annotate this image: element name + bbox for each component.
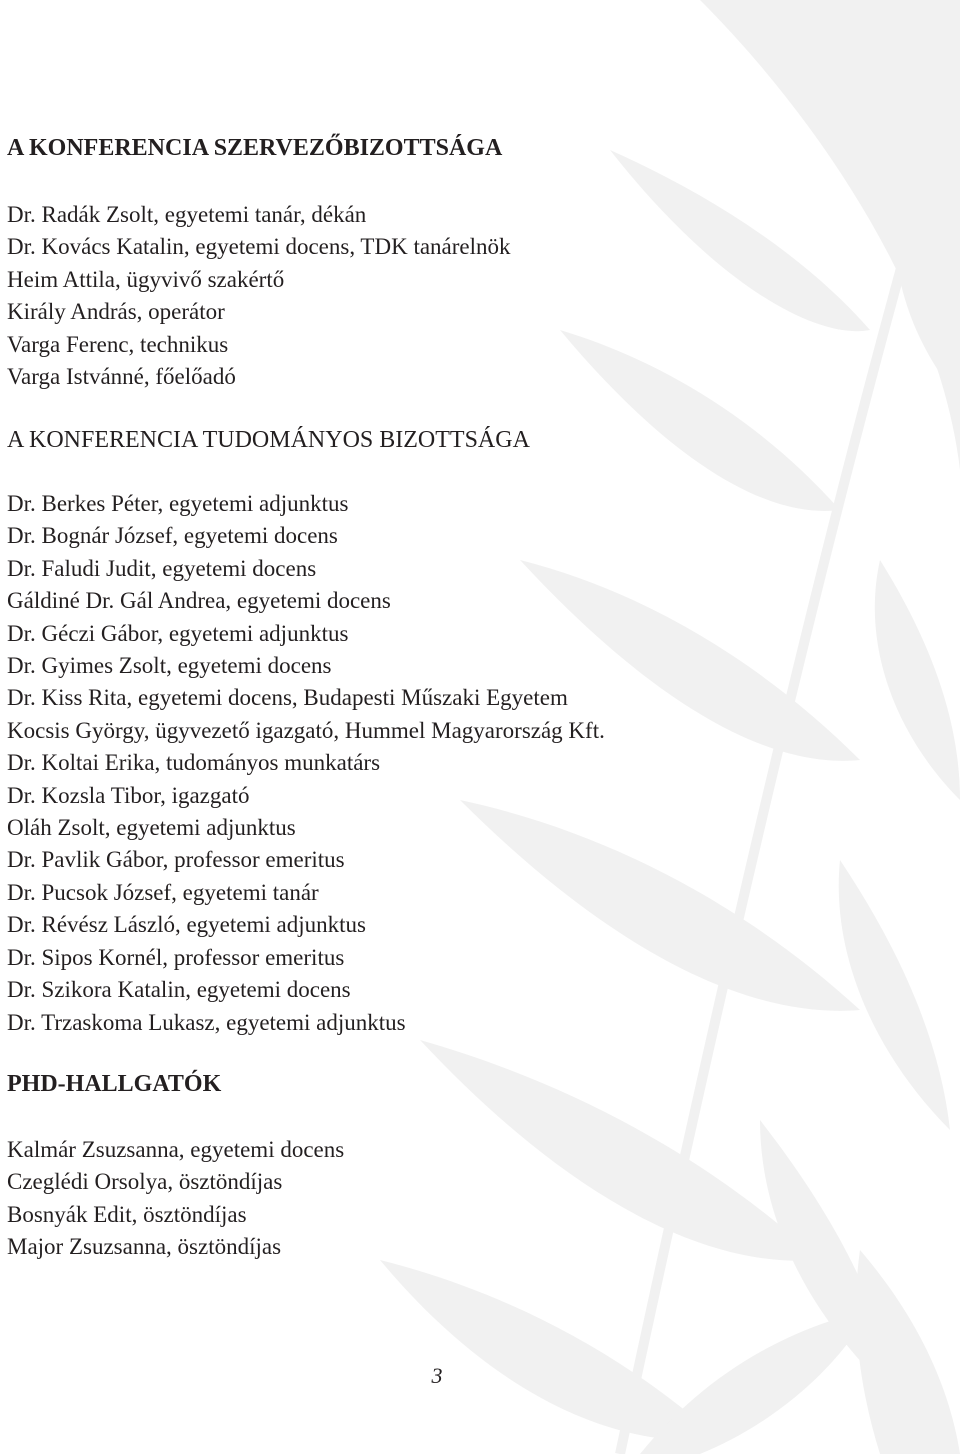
- list-item: Dr. Pavlik Gábor, professor emeritus: [7, 847, 345, 873]
- list-item: Oláh Zsolt, egyetemi adjunktus: [7, 815, 296, 841]
- phd-students-heading: PHD-HALLGATÓK: [7, 1071, 222, 1097]
- page-number: 3: [431, 1363, 443, 1388]
- list-item: Dr. Kozsla Tibor, igazgató: [7, 782, 250, 808]
- scientific-committee-heading: A KONFERENCIA TUDOMÁNYOS BIZOTTSÁGA: [7, 427, 530, 453]
- scientific-committee-list: [7, 488, 605, 1039]
- list-item: Dr. Bognár József, egyetemi docens: [7, 523, 338, 549]
- organizing-committee-list: [7, 199, 511, 393]
- list-item: Dr. Révész László, egyetemi adjunktus: [7, 912, 366, 938]
- list-item: Dr. Berkes Péter, egyetemi adjunktus: [7, 491, 349, 516]
- list-item: Kocsis György, ügyvezető igazgató, Hummel Magyarország Kft.: [7, 717, 605, 743]
- list-item: Major Zsuzsanna, ösztöndíjas: [7, 1234, 282, 1260]
- list-item: Dr. Trzaskoma Lukasz, egyetemi adjunktus: [7, 1009, 406, 1035]
- list-item: Király András, operátor: [7, 299, 225, 325]
- list-item: Dr. Szikora Katalin, egyetemi docens: [7, 977, 351, 1003]
- list-item: Dr. Radák Zsolt, egyetemi tanár, dékán: [7, 202, 367, 227]
- list-item: Dr. Sipos Kornél, professor emeritus: [7, 944, 345, 970]
- list-item: Dr. Géczi Gábor, egyetemi adjunktus: [7, 620, 349, 646]
- list-item: Kalmár Zsuzsanna, egyetemi docens: [7, 1137, 345, 1162]
- list-item: Dr. Gyimes Zsolt, egyetemi docens: [7, 653, 332, 679]
- list-item: Dr. Kiss Rita, egyetemi docens, Budapesti Műszaki Egyetem: [7, 685, 568, 711]
- list-item: Dr. Kovács Katalin, egyetemi docens, TDK tanárelnök: [7, 234, 511, 260]
- list-item: Dr. Koltai Erika, tudományos munkatárs: [7, 750, 381, 776]
- list-item: Varga Ferenc, technikus: [7, 331, 229, 357]
- list-item: Dr. Faludi Judit, egyetemi docens: [7, 555, 317, 581]
- list-item: Gáldiné Dr. Gál Andrea, egyetemi docens: [7, 588, 391, 614]
- list-item: Heim Attila, ügyvivő szakértő: [7, 266, 285, 292]
- list-item: Bosnyák Edit, ösztöndíjas: [7, 1201, 247, 1227]
- organizing-committee-heading: A KONFERENCIA SZERVEZŐBIZOTTSÁGA: [7, 135, 503, 161]
- list-item: Czeglédi Orsolya, ösztöndíjas: [7, 1169, 283, 1195]
- list-item: Dr. Pucsok József, egyetemi tanár: [7, 879, 319, 905]
- phd-students-list: [7, 1134, 344, 1264]
- list-item: Varga Istvánné, főelőadó: [7, 364, 236, 390]
